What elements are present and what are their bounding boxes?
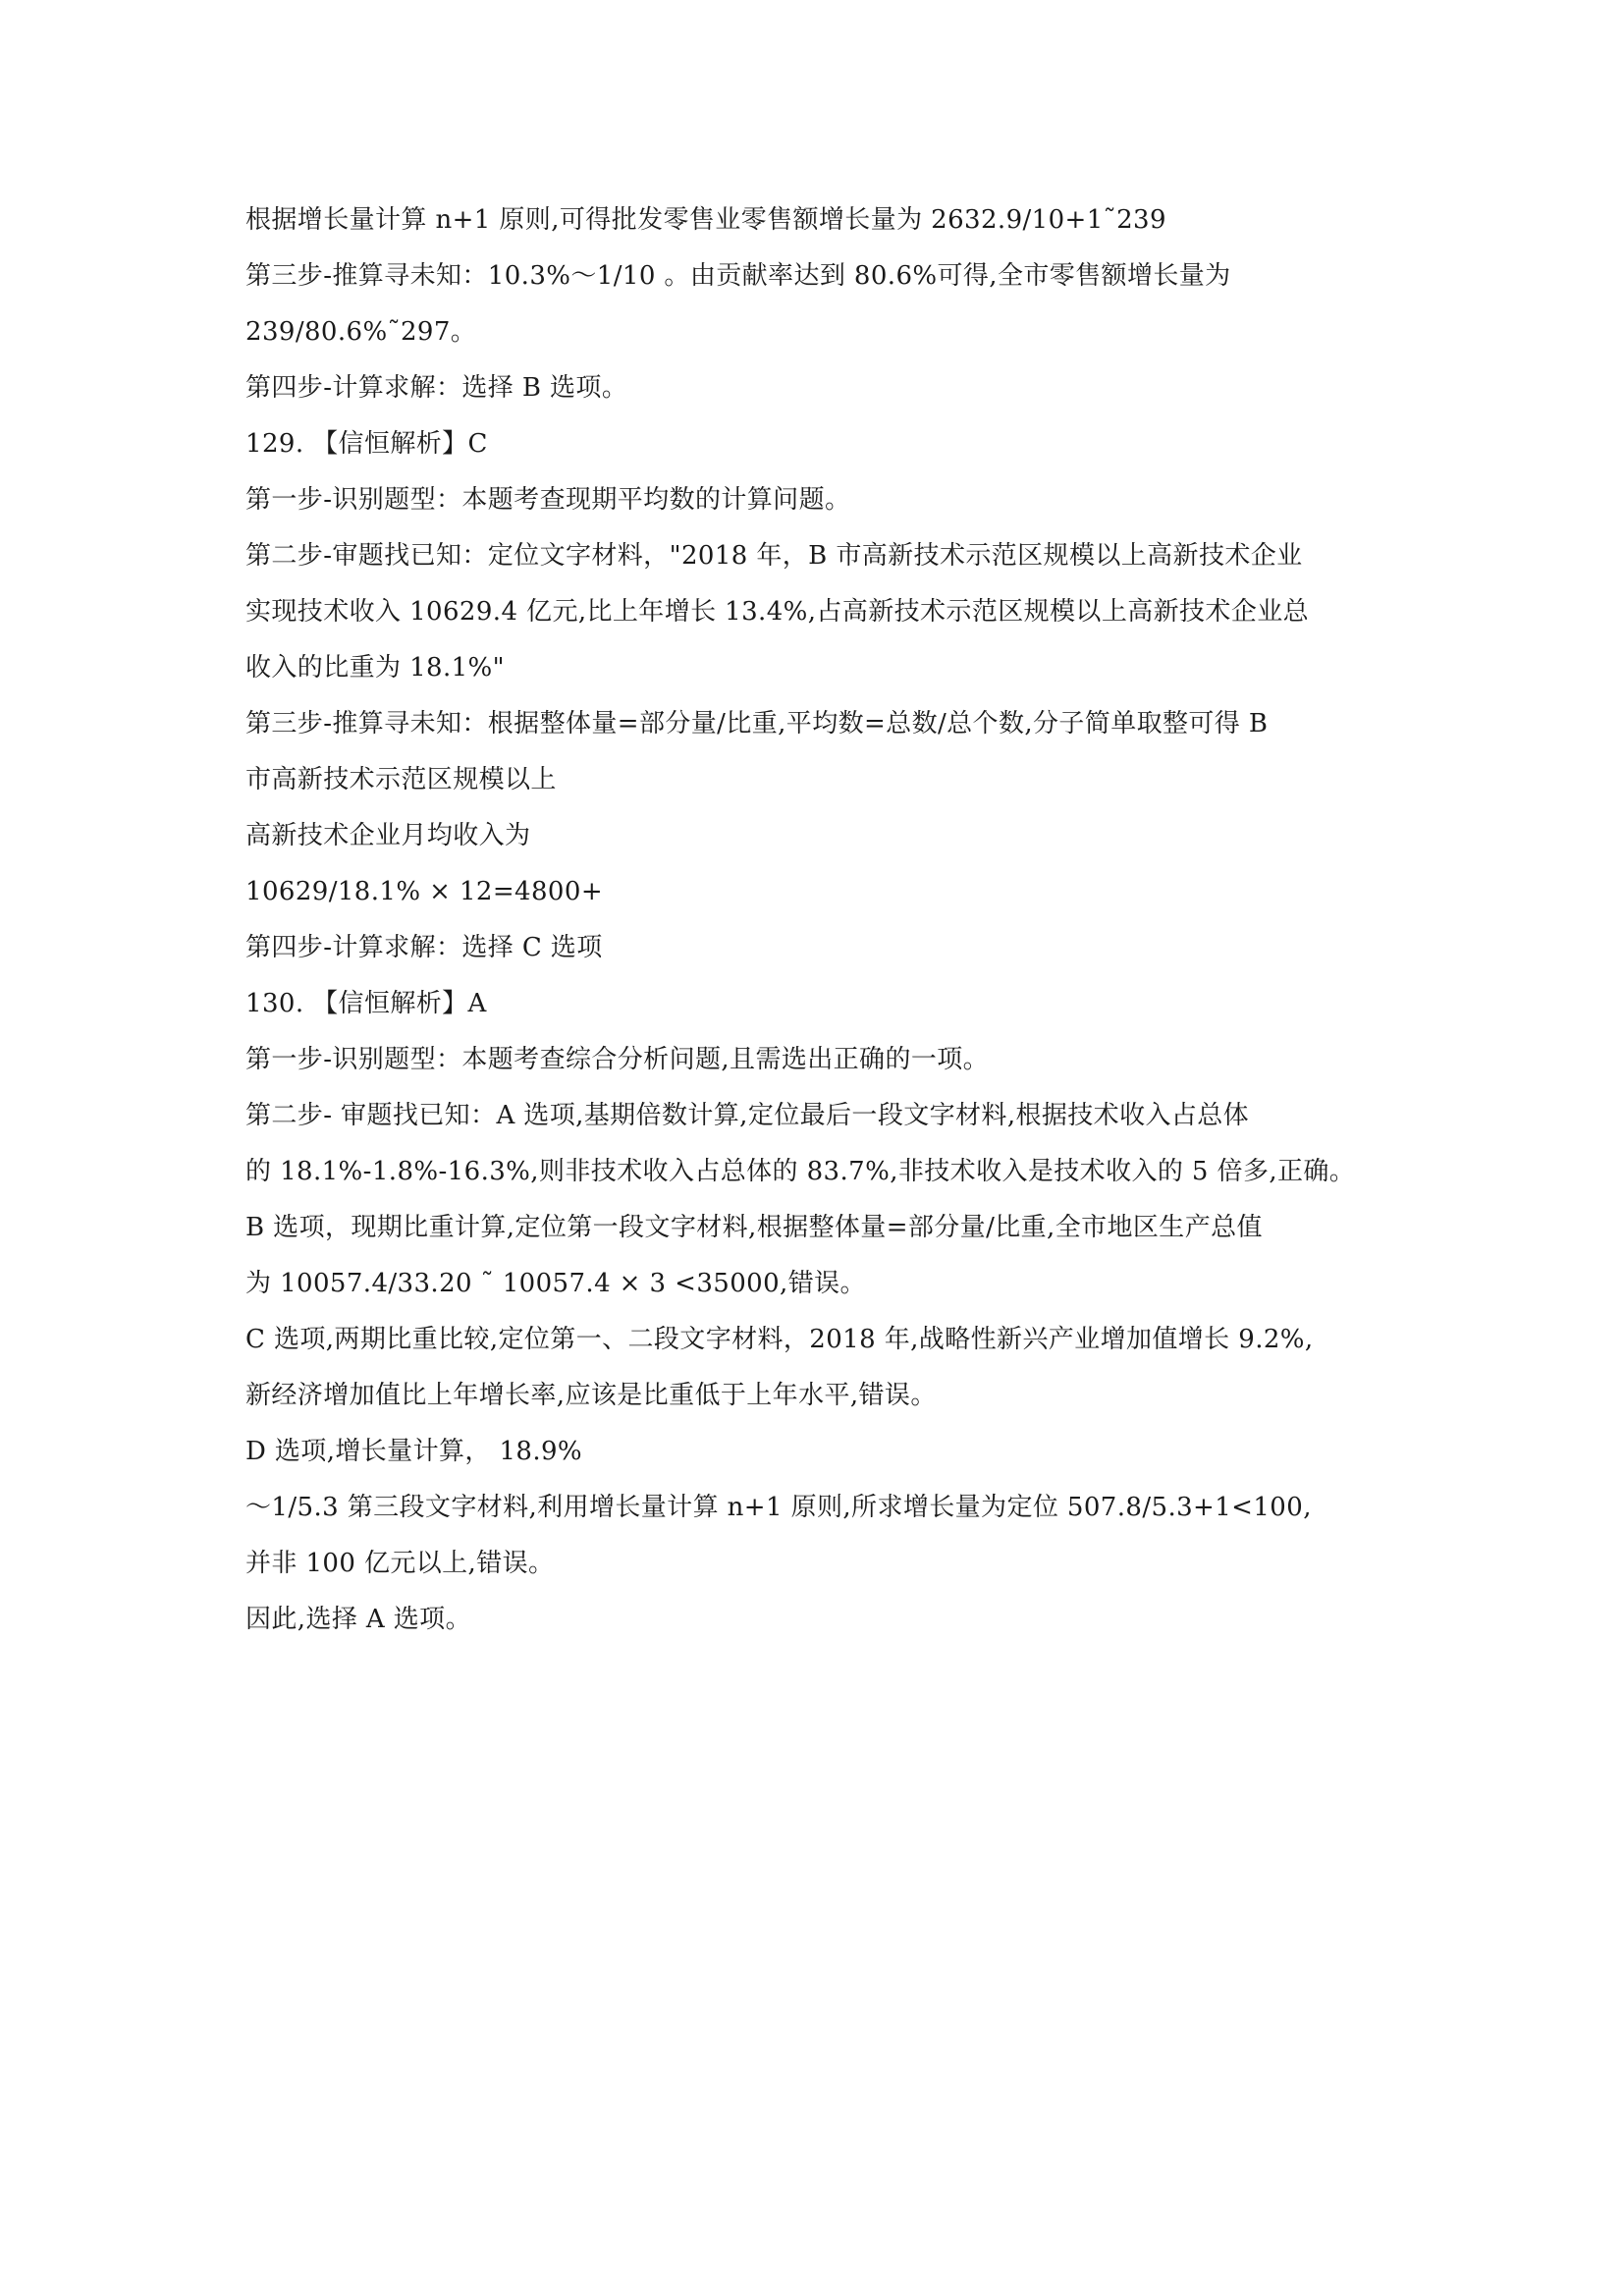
document-body [245,192,1394,1648]
question-129-heading: 129. 【信恒解析】C [245,429,488,459]
text-line-129-step4: 第四步-计算求解：选择 C 选项 [245,933,603,962]
text-line-130-option-d-cont: ～1/5.3 第三段文字材料,利用增长量计算 n+1 原则,所求增长量为定位 507.8/5.3+1<100, [245,1493,1312,1522]
text-line-growth-n-plus-1: 根据增长量计算 n+1 原则,可得批发零售业零售额增长量为 2632.9/10+1˜239 [245,205,1166,235]
text-line-129-step3-cont: 市高新技术示范区规模以上 [245,765,557,794]
text-line-130-option-b-cont: 为 10057.4/33.20 ˜ 10057.4 × 3 <35000,错误。 [245,1269,866,1298]
text-line-130-option-a-cont: 的 18.1%-1.8%-16.3%,则非技术收入占总体的 83.7%,非技术收入是技术收入的 5 倍多,正确。 [245,1157,1356,1186]
text-line-130-option-b: B 选项，现期比重计算,定位第一段文字材料,根据整体量=部分量/比重,全市地区生产总值 [245,1213,1263,1242]
question-130-heading: 130. 【信恒解析】A [245,989,487,1018]
text-line-130-option-c-cont: 新经济增加值比上年增长率,应该是比重低于上年水平,错误。 [245,1381,937,1410]
text-line-step4-answer-b: 第四步-计算求解：选择 B 选项。 [245,373,628,403]
text-line-step3-result: 239/80.6%˜297。 [245,317,477,347]
text-line-130-step1: 第一步-识别题型：本题考查综合分析问题,且需选出正确的一项。 [245,1045,990,1074]
text-line-130-option-c: C 选项,两期比重比较,定位第一、二段文字材料，2018 年,战略性新兴产业增加值增长 9.2%, [245,1325,1314,1354]
text-line-step3-contribution: 第三步-推算寻未知：10.3%～1/10 。由贡献率达到 80.6%可得,全市零售额增长量为 [245,261,1231,291]
text-line-130-step2-option-a: 第二步- 审题找已知：A 选项,基期倍数计算,定位最后一段文字材料,根据技术收入占总体 [245,1101,1250,1130]
text-line-129-step2-end: 收入的比重为 18.1%" [245,653,506,683]
text-line-130-option-d-end: 并非 100 亿元以上,错误。 [245,1549,555,1578]
text-line-129-step2: 第二步-审题找已知：定位文字材料，"2018 年，B 市高新技术示范区规模以上高新技术企业 [245,541,1303,571]
text-line-130-option-d: D 选项,增长量计算， 18.9% [245,1437,583,1466]
text-line-129-formula: 10629/18.1% × 12=4800+ [245,877,604,906]
text-line-129-step1: 第一步-识别题型：本题考查现期平均数的计算问题。 [245,485,851,515]
text-line-129-step3-monthly: 高新技术企业月均收入为 [245,821,531,850]
text-line-129-step2-cont: 实现技术收入 10629.4 亿元,比上年增长 13.4%,占高新技术示范区规模以上高新技术企业总 [245,597,1310,627]
text-line-130-conclusion: 因此,选择 A 选项。 [245,1605,471,1634]
text-line-129-step3: 第三步-推算寻未知：根据整体量=部分量/比重,平均数=总数/总个数,分子简单取整可得 B [245,709,1269,738]
